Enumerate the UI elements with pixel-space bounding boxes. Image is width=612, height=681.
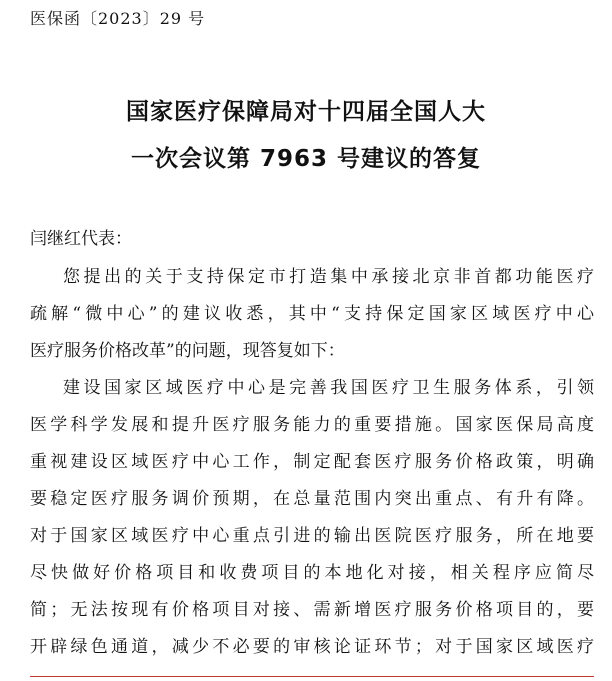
document-number: 医保函〔2023〕29 号 <box>30 9 206 28</box>
body-line: 尽快做好价格项目和收费项目的本地化对接，相关程序应简尽 <box>30 563 594 583</box>
page-bottom-rule <box>30 676 594 677</box>
body-line: 建设国家区域医疗中心是完善我国医疗卫生服务体系，引领 <box>63 378 594 398</box>
document-title-line-1: 国家医疗保障局对十四届全国人大 <box>126 99 486 125</box>
body-line: 重视建设区域医疗中心工作，制定配套医疗服务价格政策，明确 <box>30 452 594 472</box>
body-line: 医疗服务价格改革”的问题，现答复如下： <box>30 341 345 361</box>
body-line: 对于国家区域医疗中心重点引进的输出医院医疗服务，所在地要 <box>30 526 594 546</box>
body-line: 疏解“微中心”的建议收悉，其中“支持保定国家区域医疗中心 <box>30 304 594 324</box>
body-line: 您提出的关于支持保定市打造集中承接北京非首都功能医疗 <box>63 267 594 287</box>
body-line: 要稳定医疗服务调价预期，在总量范围内突出重点、有升有降。 <box>30 489 594 509</box>
document-title-line-2: 一次会议第 7963 号建议的答复 <box>130 146 482 172</box>
salutation: 闫继红代表： <box>30 229 132 249</box>
body-line: 简；无法按现有价格项目对接、需新增医疗服务价格项目的，要 <box>30 600 594 620</box>
body-line: 医学科学发展和提升医疗服务能力的重要措施。国家医保局高度 <box>30 415 594 435</box>
body-line: 开辟绿色通道，减少不必要的审核论证环节；对于国家区域医疗 <box>30 637 594 657</box>
